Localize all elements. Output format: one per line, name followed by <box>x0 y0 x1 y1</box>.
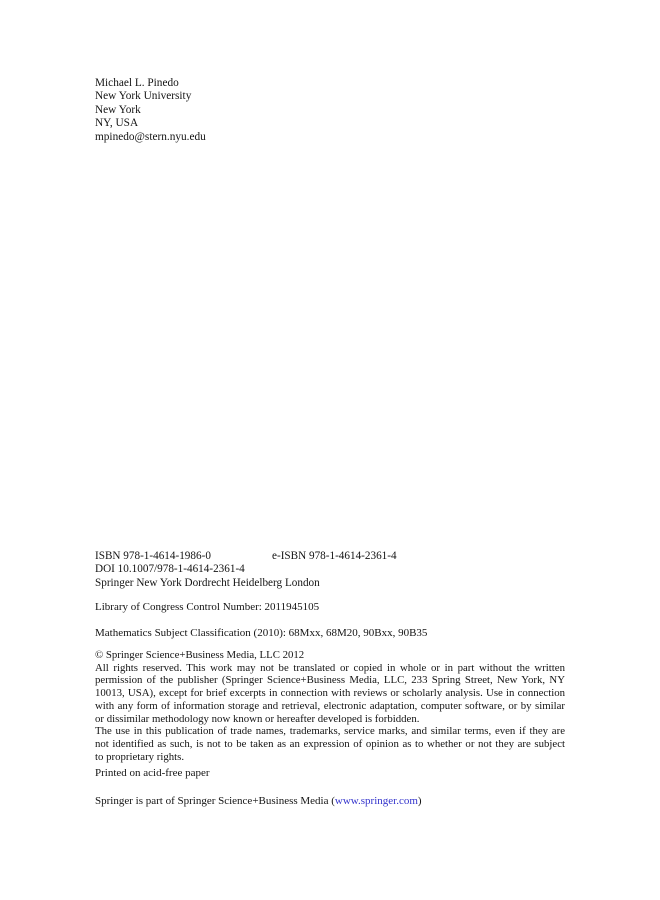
copyright-line: All rights reserved. This work may not be translated or copied in whole or in part without the written <box>95 661 565 674</box>
springer-note <box>95 795 565 808</box>
math-subject-classification-line: Mathematics Subject Classification (2010): 68Mxx, 68M20, 90Bxx, 90B35 <box>95 627 428 639</box>
author-city: New York <box>95 103 141 116</box>
springer-website-link[interactable]: www.springer.com <box>334 795 418 807</box>
isbn-number: ISBN 978-1-4614-1986-0 <box>95 550 211 562</box>
copyright-line: to proprietary rights. <box>95 750 185 763</box>
springer-note-prefix: Springer is part of Springer Science+Business Media ( <box>95 795 335 807</box>
copyright-line: permission of the publisher (Springer Science+Business Media, LLC, 233 Spring Street, New York, NY <box>95 674 565 687</box>
author-name: Michael L. Pinedo <box>95 77 179 89</box>
author-block <box>95 77 565 144</box>
copyright-paragraph <box>95 649 565 763</box>
copyright-line: The use in this publication of trade names, trademarks, service marks, and similar terms, even if they are <box>95 725 565 738</box>
eisbn-number: e-ISBN 978-1-4614-2361-4 <box>272 550 397 562</box>
springer-note-suffix: ) <box>417 795 422 807</box>
copyright-line: 10013, USA), except for brief excerpts in connection with reviews or scholarly analysis. Use in connection <box>95 687 565 700</box>
isbn-row <box>95 550 565 563</box>
copyright-line: not identified as such, is not to be taken as an expression of opinion as to whether or not they are subject <box>95 737 565 750</box>
library-of-congress-line: Library of Congress Control Number: 2011945105 <box>95 601 320 613</box>
author-affiliation: New York University <box>95 90 192 103</box>
author-email: mpinedo@stern.nyu.edu <box>95 130 206 143</box>
doi-number: DOI 10.1007/978-1-4614-2361-4 <box>95 563 245 576</box>
author-state-country: NY, USA <box>95 117 139 130</box>
printed-note: Printed on acid-free paper <box>95 767 210 779</box>
imprint-block <box>95 550 565 590</box>
copyright-line: or dissimilar methodology now known or hereafter developed is forbidden. <box>95 712 420 725</box>
publisher-cities: Springer New York Dordrecht Heidelberg London <box>95 576 320 589</box>
copyright-line: © Springer Science+Business Media, LLC 2012 <box>95 649 305 661</box>
copyright-line: with any form of information storage and retrieval, electronic adaptation, computer software, or by similar <box>95 699 565 712</box>
